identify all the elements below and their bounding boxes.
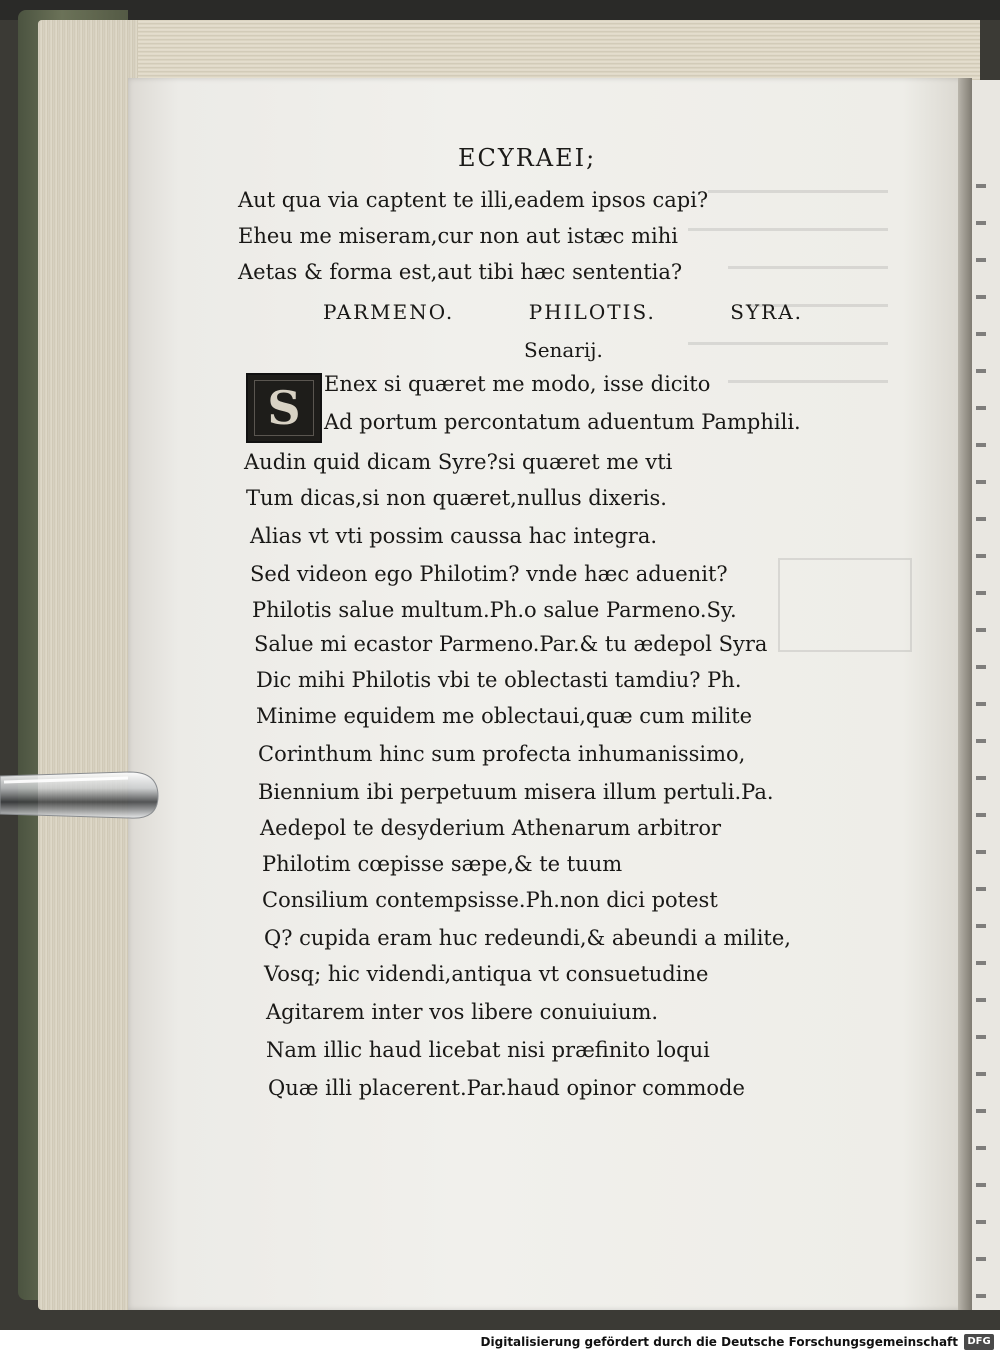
text-line: Q? cupida eram huc redeundi,& abeundi a milite, [264,926,791,950]
page-top-edges [60,20,980,80]
header-separator: ; [586,144,597,172]
header-left: ECYRAEI [458,144,587,172]
text-line: Tum dicas,si non quæret,nullus dixeris. [246,486,667,510]
text-line: Eheu me miseram,cur non aut istæc mihi [238,224,678,248]
text-line: Philotis salue multum.Ph.o salue Parmeno.Sy. [252,598,737,622]
text-line: Corinthum hinc sum profecta inhumanissimo, [258,742,746,766]
text-line: Salue mi ecastor Parmeno.Par.& tu ædepol Syra [254,632,768,656]
speaker-name: PARMENO. [323,300,455,324]
scanner-backdrop [0,0,1000,20]
initial-letter: S [254,380,314,436]
facing-page-edge [972,80,1000,1310]
text-line: Dic mihi Philotis vbi te oblectasti tamdiu? Ph. [256,668,742,692]
text-line: Consilium contempsisse.Ph.non dici potest [262,888,718,912]
text-line: Ad portum percontatum aduentum Pamphili. [324,410,801,434]
book-page [128,78,970,1310]
text-line: Sed videon ego Philotim? vnde hæc aduenit? [250,562,728,586]
footer-bar [0,1330,1000,1355]
dfg-logo: DFG [964,1334,994,1350]
speaker-name: SYRA. [730,300,803,324]
book-gutter [958,78,972,1310]
text-line: Biennium ibi perpetuum misera illum pertuli.Pa. [258,780,774,804]
text-line: Quæ illi placerent.Par.haud opinor commode [268,1076,745,1100]
text-line: Audin quid dicam Syre?si quæret me vti [244,450,673,474]
glass-rod-page-holder [0,768,160,824]
text-line: Minime equidem me oblectaui,quæ cum milite [256,704,753,728]
funding-notice: Digitalisierung gefördert durch die Deutsche Forschungsgemeinschaft [480,1335,958,1349]
text-line: Aetas & forma est,aut tibi hæc sententia? [238,260,683,284]
text-line: Aedepol te desyderium Athenarum arbitror [260,816,721,840]
decorated-initial [246,373,322,443]
text-line: Nam illic haud licebat nisi præfinito loqui [266,1038,710,1062]
speaker-list [323,300,803,324]
meter-heading: Senarij. [524,338,603,362]
text-line: Enex si quæret me modo, isse dicito [324,372,711,396]
text-line: Vosq; hic videndi,antiqua vt consuetudine [264,962,709,986]
text-line: Aut qua via captent te illi,eadem ipsos capi? [238,188,709,212]
speaker-name: PHILOTIS. [528,300,656,324]
text-line: Agitarem inter vos libere conuiuium. [266,1000,659,1024]
facing-page-text-fragments [976,158,986,1308]
text-block [128,78,970,1310]
page-side-edges [38,20,138,1310]
text-line: Philotim cœpisse sæpe,& te tuum [262,852,623,876]
text-line: Alias vt vti possim caussa hac integra. [250,524,658,548]
